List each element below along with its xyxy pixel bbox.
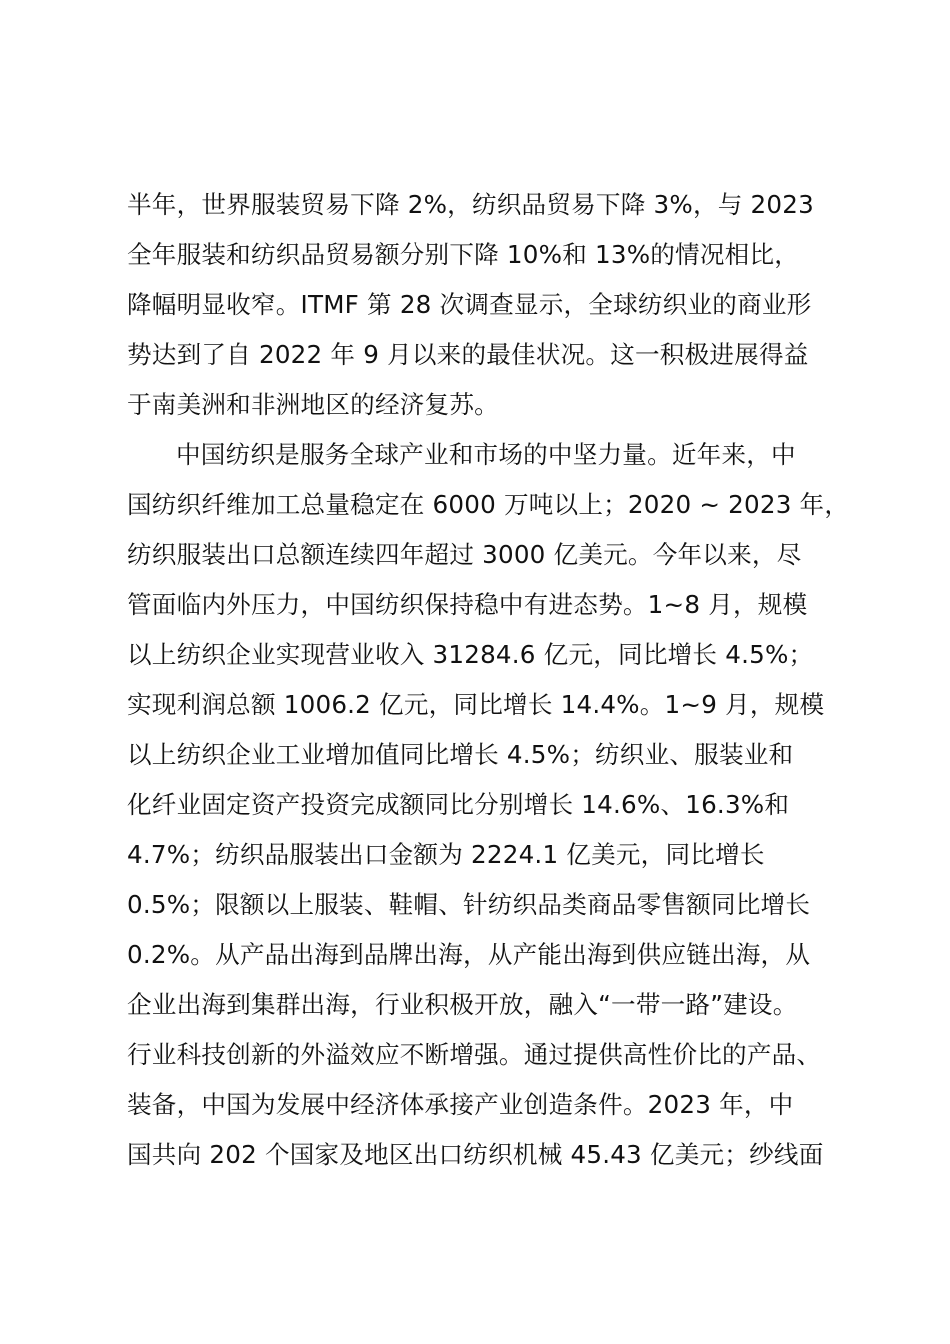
paragraph-2-line-11: 0.2%。从产品出海到品牌出海，从产能出海到供应链出海，从 [127, 940, 811, 969]
paragraph-2-line-15: 国共向 202 个国家及地区出口纺织机械 45.43 亿美元；纱线面 [127, 1140, 824, 1169]
paragraph-2-line-7: 以上纺织企业工业增加值同比增长 4.5%；纺织业、服装业和 [127, 740, 794, 769]
paragraph-2-line-9: 4.7%；纺织品服装出口金额为 2224.1 亿美元，同比增长 [127, 840, 765, 869]
paragraph-1-line-2: 全年服装和纺织品贸易额分别下降 10%和 13%的情况相比， [127, 240, 800, 269]
paragraph-2-line-12: 企业出海到集群出海，行业积极开放，融入“一带一路”建设。 [127, 990, 798, 1019]
paragraph-2-line-1: 中国纺织是服务全球产业和市场的中坚力量。近年来，中 [176, 440, 796, 469]
paragraph-2-line-3: 纺织服装出口总额连续四年超过 3000 亿美元。今年以来，尽 [127, 540, 802, 569]
paragraph-1-line-5: 于南美洲和非洲地区的经济复苏。 [127, 390, 499, 419]
paragraph-2-line-14: 装备，中国为发展中经济体承接产业创造条件。2023 年，中 [127, 1090, 794, 1119]
paragraph-2-line-4: 管面临内外压力，中国纺织保持稳中有进态势。1~8 月，规模 [127, 590, 808, 619]
paragraph-2-line-5: 以上纺织企业实现营业收入 31284.6 亿元，同比增长 4.5%； [127, 640, 814, 669]
paragraph-1-line-3: 降幅明显收窄。ITMF 第 28 次调查显示，全球纺织业的商业形 [127, 290, 812, 319]
paragraph-1-line-1: 半年，世界服装贸易下降 2%，纺织品贸易下降 3%，与 2023 [127, 190, 814, 219]
paragraph-2-line-8: 化纤业固定资产投资完成额同比分别增长 14.6%、16.3%和 [127, 790, 790, 819]
paragraph-2-line-10: 0.5%；限额以上服装、鞋帽、针纺织品类商品零售额同比增长 [127, 890, 811, 919]
paragraph-1-line-4: 势达到了自 2022 年 9 月以来的最佳状况。这一积极进展得益 [127, 340, 809, 369]
paragraph-2-line-6: 实现利润总额 1006.2 亿元，同比增长 14.4%。1~9 月，规模 [127, 690, 825, 719]
paragraph-2-line-13: 行业科技创新的外溢效应不断增强。通过提供高性价比的产品、 [127, 1040, 822, 1069]
paragraph-2-line-2: 国纺织纤维加工总量稳定在 6000 万吨以上；2020 ~ 2023 年， [127, 490, 850, 519]
